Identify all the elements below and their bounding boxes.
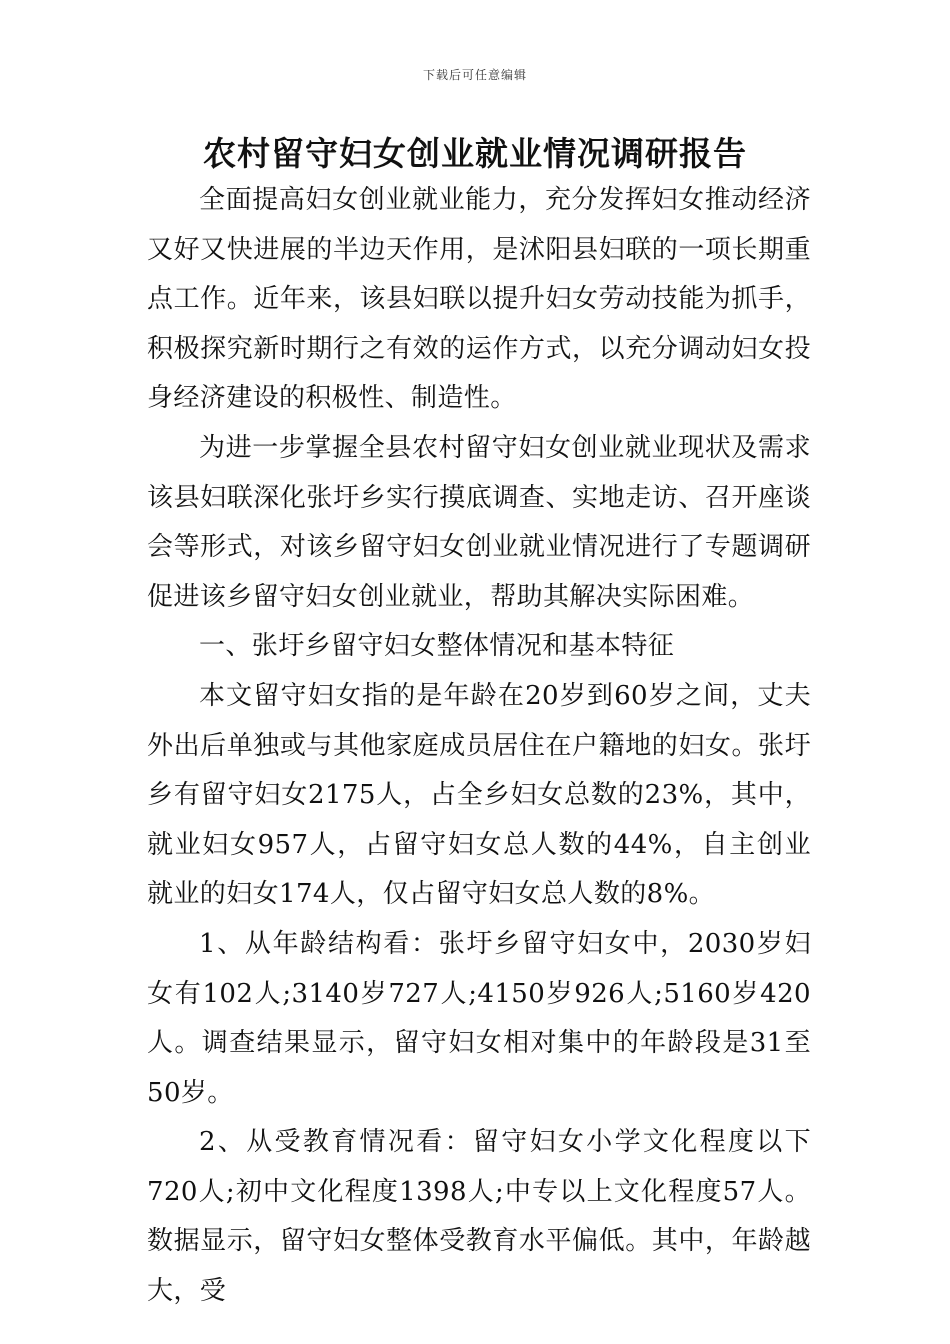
section-heading-1: 一、张圩乡留守妇女整体情况和基本特征 (199, 631, 675, 662)
document-body (147, 176, 811, 1317)
paragraph-intro: 全面提高妇女创业就业能力，充分发挥妇女推动经济又好又快进展的半边天作用，是沭阳县妇联的一项长期重点工作。近年来，该县妇联以提升妇女劳动技能为抓手，积极探究新时期行之有效的运作方式，以充分调动妇女投身经济建设的积极性、制造性。 (147, 185, 811, 414)
paragraph-age-structure: 1、从年龄结构看：张圩乡留守妇女中，2030岁妇女有102人;3140岁727人;4150岁926人;5160岁420人。调查结果显示，留守妇女相对集中的年龄段是31至50岁。 (147, 928, 811, 1108)
header-note: 下载后可任意编辑 (422, 68, 527, 82)
document-title: 农村留守妇女创业就业情况调研报告 (203, 134, 747, 173)
paragraph-purpose: 为进一步掌握全县农村留守妇女创业就业现状及需求该县妇联深化张圩乡实行摸底调查、实地走访、召开座谈会等形式，对该乡留守妇女创业就业情况进行了专题调研促进该乡留守妇女创业就业，帮助其解决实际困难。 (147, 432, 811, 612)
paragraph-definition: 本文留守妇女指的是年龄在20岁到60岁之间，丈夫外出后单独或与其他家庭成员居住在户籍地的妇女。张圩乡有留守妇女2175人，占全乡妇女总数的23%，其中，就业妇女957人，占留守妇女总人数的44%，自主创业就业的妇女174人，仅占留守妇女总人数的8%。 (147, 680, 811, 910)
paragraph-education: 2、从受教育情况看：留守妇女小学文化程度以下720人;初中文化程度1398人;中专以上文化程度57人。数据显示，留守妇女整体受教育水平偏低。其中，年龄越大，受 (147, 1127, 811, 1307)
